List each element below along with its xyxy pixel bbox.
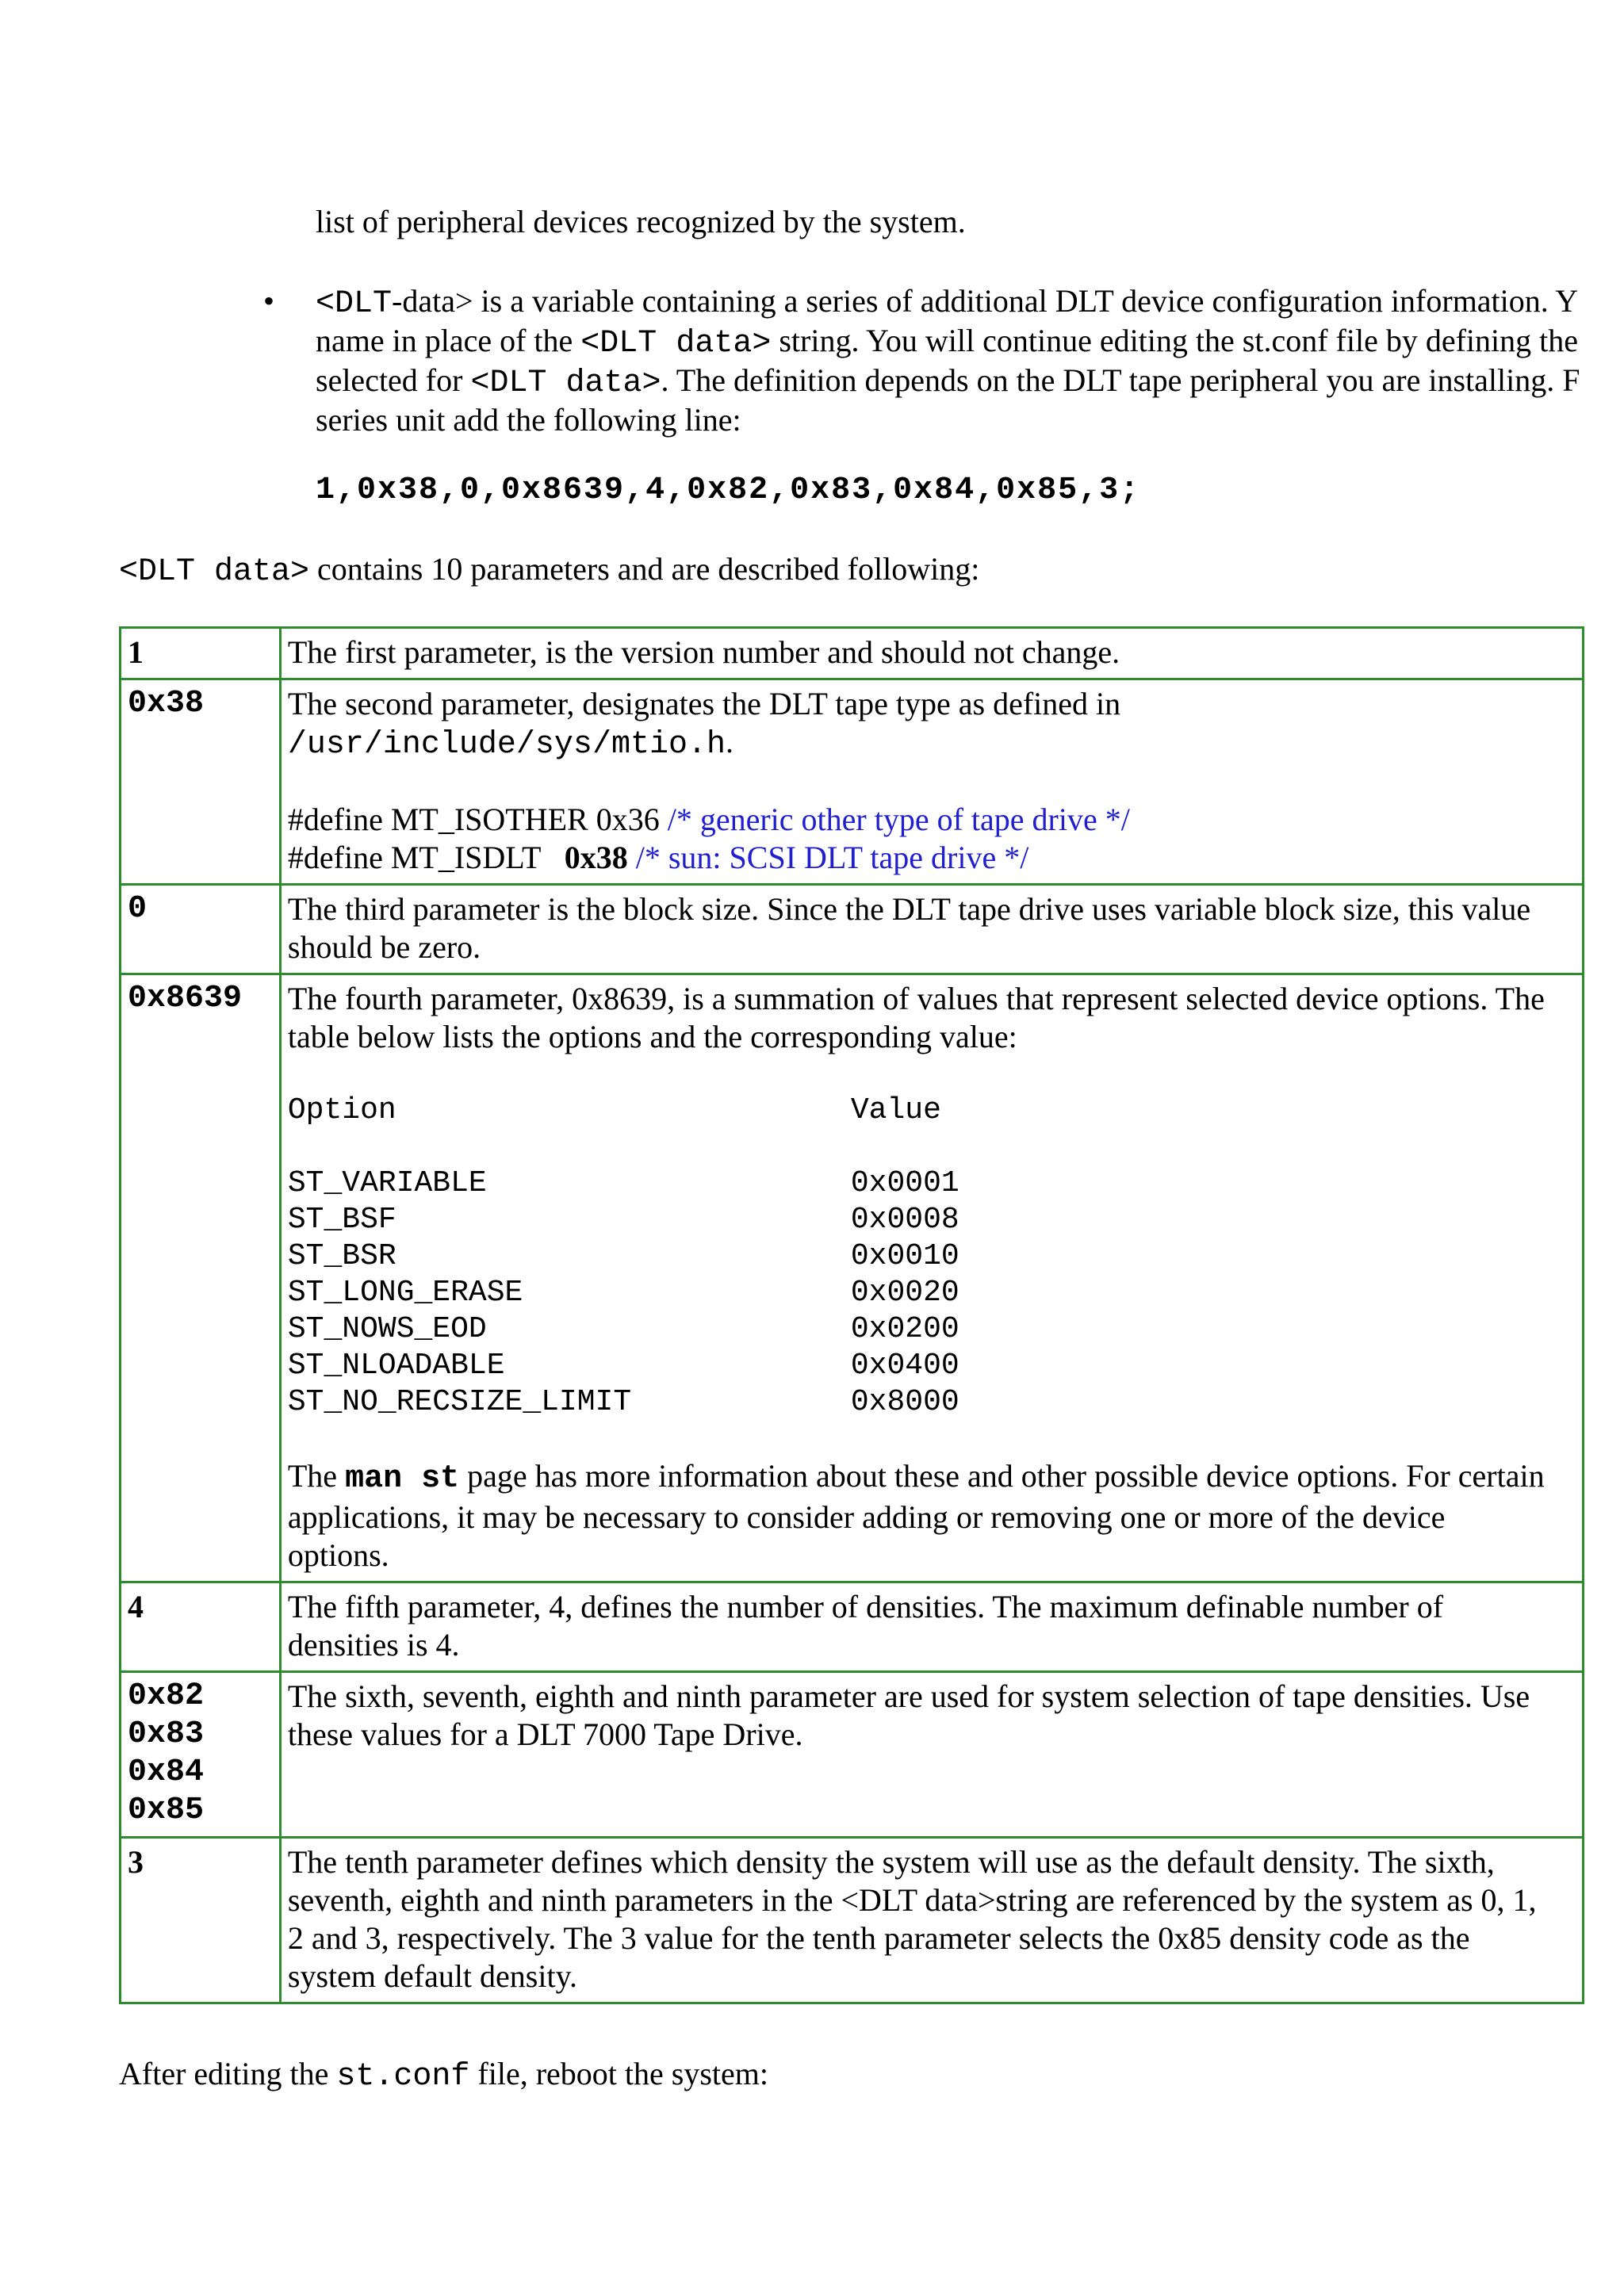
param-key: 0x8639	[121, 974, 281, 1582]
param-desc: The third parameter is the block size. Since the DLT tape drive uses variable block size, this value should be zero.	[280, 885, 1583, 974]
option-row: ST_BSF 0x0008	[287, 1203, 959, 1237]
bullet-text: string. You will continue editing the st.conf file by defining the	[771, 323, 1578, 358]
inline-code: <DLT data>	[119, 554, 310, 590]
inline-code: <DLT data>	[580, 326, 772, 362]
param-desc: The tenth parameter defines which density the system will use as the default density. The sixth, seventh, eighth and ninth parameters in the <DLT data>string are referenced by the system as 0, 1, 2 and 3, respectively. The 3 value for the tenth parameter selects the 0x85 density code as the system default density.	[280, 1838, 1583, 2003]
code-example: 1,0x38,0,0x8639,4,0x82,0x83,0x84,0x85,3;	[316, 473, 1141, 508]
code-comment: /* sun: SCSI DLT tape drive */	[627, 840, 1029, 875]
inline-code: st.conf	[336, 2059, 470, 2095]
summary-line	[119, 550, 979, 591]
option-row: ST_NOWS_EOD 0x0200	[287, 1312, 959, 1346]
bullet-text: . The definition depends on the DLT tape peripheral you are installing. F	[661, 362, 1580, 398]
bullet-line-4: series unit add the following line:	[316, 402, 741, 438]
param-key: 3	[121, 1838, 281, 2003]
bullet-icon: •	[263, 283, 275, 319]
footer-line: After editing the st.conf file, reboot the system:	[119, 2056, 768, 2095]
param-desc: The fourth parameter, 0x8639, is a summation of values that represent selected device options. The table below lists the options and the corresponding value: Option Value ST_VARIABLE 0x0001 ST_BSF 0x0008 ST_BSR 0x0010 ST_LONG_ERASE 0x0020 ST_NOWS_EOD 0x0200 ST_NLOADABLE 0x0400 ST_NO_RECSIZE_LIMIT 0x8000 The man st page has more information about these and other possible device options. For certain applications, it may be necessary to consider adding or removing one or more of the device options.	[280, 974, 1583, 1582]
table-row	[121, 1582, 1584, 1672]
bullet-line-1	[316, 282, 1578, 323]
option-row: ST_NLOADABLE 0x0400	[287, 1349, 959, 1383]
param-desc: The second parameter, designates the DLT tape type as defined in /usr/include/sys/mtio.h. #define MT_ISOTHER 0x36 /* generic other type of tape drive */ #define MT_ISDLT 0x38 /* sun: SCSI DLT tape drive */	[280, 679, 1583, 885]
code-comment: /* generic other type of tape drive */	[667, 802, 1130, 837]
table-row	[121, 679, 1584, 885]
param-key: 0x38	[121, 679, 281, 885]
param-key: 4	[121, 1582, 281, 1672]
param-desc: The first parameter, is the version number and should not change.	[280, 628, 1583, 679]
summary-text: contains 10 parameters and are described following:	[309, 551, 980, 587]
param-desc: The sixth, seventh, eighth and ninth parameter are used for system selection of tape densities. Use these values for a DLT 7000 Tape Drive.	[280, 1672, 1583, 1838]
param-key: 0x82 0x83 0x84 0x85	[121, 1672, 281, 1838]
bullet-text: selected for	[316, 362, 471, 398]
table-row	[121, 1672, 1584, 1838]
option-row: ST_VARIABLE 0x0001	[287, 1166, 959, 1200]
param-key: 1	[121, 628, 281, 679]
options-header: Option Value	[287, 1093, 941, 1127]
table-row	[121, 885, 1584, 974]
table-row	[121, 628, 1584, 679]
option-row: ST_NO_RECSIZE_LIMIT 0x8000	[287, 1385, 959, 1419]
parameters-table	[119, 626, 1584, 2004]
man-command: man st	[345, 1461, 460, 1497]
table-row	[121, 1838, 1584, 2003]
param-desc: The fifth parameter, 4, defines the number of densities. The maximum definable number of densities is 4.	[280, 1582, 1583, 1672]
bullet-line-2	[316, 322, 1578, 363]
inline-code: <DLT data>	[470, 365, 661, 401]
option-row: ST_BSR 0x0010	[287, 1239, 959, 1273]
param-key: 0	[121, 885, 281, 974]
bullet-line-3	[316, 362, 1580, 403]
intro-line: list of peripheral devices recognized by the system.	[316, 204, 966, 239]
bullet-text: -data> is a variable containing a series of additional DLT device configuration information. Y	[392, 283, 1579, 319]
bullet-text: name in place of the	[316, 323, 581, 358]
table-row	[121, 974, 1584, 1582]
option-row: ST_LONG_ERASE 0x0020	[287, 1276, 959, 1310]
inline-code: <DLT	[316, 286, 393, 322]
file-path: /usr/include/sys/mtio.h	[287, 727, 726, 763]
